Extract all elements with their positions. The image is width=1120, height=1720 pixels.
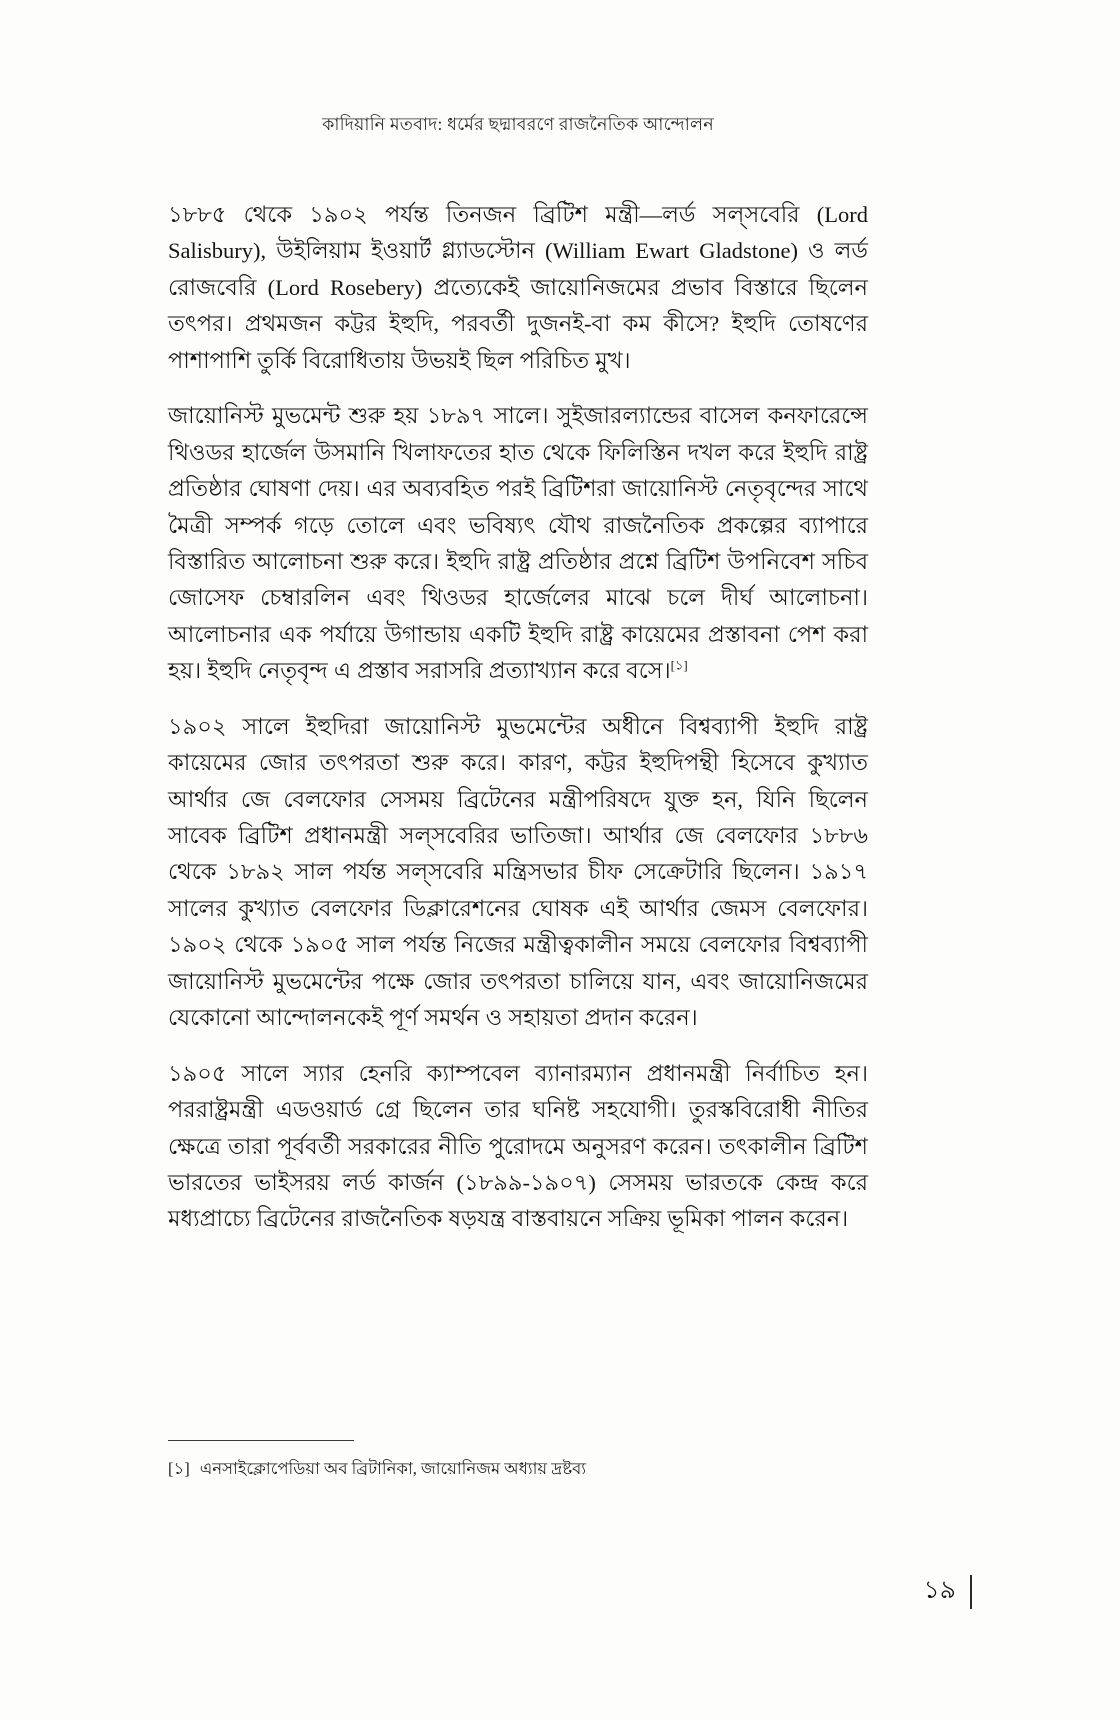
footnote-area (168, 1440, 868, 1482)
paragraph: ১৯০৫ সালে স্যার হেনরি ক্যাম্পবেল ব্যানারম্যান প্রধানমন্ত্রী নির্বাচিত হন। পররাষ্ট্রমন্ত্রী এডওয়ার্ড গ্রে ছিলেন তার ঘনিষ্ট সহযোগী। তুরস্কবিরোধী নীতির ক্ষেত্রে তারা পূর্ববর্তী সরকারের নীতি পুরোদমে অনুসরণ করেন। তৎকালীন ব্রিটিশ ভারতের ভাইসরয় লর্ড কার্জন (১৮৯৯-১৯০৭) সেসময় ভারতকে কেন্দ্র করে মধ্যপ্রাচ্যে ব্রিটেনের রাজনৈতিক ষড়যন্ত্র বাস্তবায়নে সক্রিয় ভূমিকা পালন করেন। (168, 1060, 868, 1232)
paragraph (168, 398, 868, 690)
paragraph: ১৯০২ সালে ইহুদিরা জায়োনিস্ট মুভমেন্টের অধীনে বিশ্বব্যাপী ইহুদি রাষ্ট্র কায়েমের জোর তৎপরতা শুরু করে। কারণ, কট্টর ইহুদিপন্থী হিসেবে কুখ্যাত আর্থার জে বেলফোর সেসময় ব্রিটেনের মন্ত্রীপরিষদে যুক্ত হন, যিনি ছিলেন সাবেক ব্রিটিশ প্রধানমন্ত্রী সল্‌সবেরির ভাতিজা। আর্থার জে বেলফোর ১৮৮৬ থেকে ১৮৯২ সাল পর্যন্ত সল্‌সবেরি মন্ত্রিসভার চীফ সেক্রেটারি ছিলেন। ১৯১৭ সালের কুখ্যাত বেলফোর ডিক্লারেশনের ঘোষক এই আর্থার জেমস বেলফোর। ১৯০২ থেকে ১৯০৫ সাল পর্যন্ত নিজের মন্ত্রীত্বকালীন সময়ে বেলফোর বিশ্বব্যাপী জায়োনিস্ট মুভমেন্টের পক্ষে জোর তৎপরতা চালিয়ে যান, এবং জায়োনিজমের যেকোনো আন্দোলনকেই পূর্ণ সমর্থন ও সহায়তা প্রদান করেন। (168, 713, 868, 1031)
page-content (168, 112, 868, 1238)
paragraph-text: জায়োনিস্ট মুভমেন্ট শুরু হয় ১৮৯৭ সালে। সুইজারল্যান্ডের বাসেল কনফারেন্সে থিওডর হার্জেল উসমানি খিলাফতের হাত থেকে ফিলিস্তিন দখল করে ইহুদি রাষ্ট্র প্রতিষ্ঠার ঘোষণা দেয়। এর অব্যবহিত পরই ব্রিটিশরা জায়োনিস্ট নেতৃবৃন্দের সাথে মৈত্রী সম্পর্ক গড়ে তোলে এবং ভবিষ্যৎ যৌথ রাজনৈতিক প্রকল্পের ব্যাপারে বিস্তারিত আলোচনা শুরু করে। ইহুদি রাষ্ট্র প্রতিষ্ঠার প্রশ্নে ব্রিটিশ উপনিবেশ সচিব জোসেফ চেম্বারলিন এবং থিওডর হার্জেলের মাঝে চলে দীর্ঘ আলোচনা। আলোচনার এক পর্যায়ে উগান্ডায় একটি ইহুদি রাষ্ট্র কায়েমের প্রস্তাবনা পেশ করা হয়। ইহুদি নেতৃবৃন্দ এ প্রস্তাব সরাসরি প্রত্যাখ্যান করে বসে। (168, 403, 868, 684)
paragraph: ১৮৮৫ থেকে ১৯০২ পর্যন্ত তিনজন ব্রিটিশ মন্ত্রী—লর্ড সল্‌সবেরি (Lord Salisbury), উইলিয়াম ইওয়ার্ট গ্ল্যাডস্টোন (William Ewart Gladstone) ও লর্ড রোজবেরি (Lord Rosebery) প্রত্যেকেই জায়োনিজমের প্রভাব বিস্তারে ছিলেন তৎপর। প্রথমজন কট্টর ইহুদি, পরবর্তী দুজনই-বা কম কীসে? ইহুদি তোষণের পাশাপাশি তুর্কি বিরোধিতায় উভয়ই ছিল পরিচিত মুখ। (168, 202, 868, 373)
footnote-marker: [১] (168, 1459, 190, 1478)
footnote-text: এনসাইক্লোপেডিয়া অব ব্রিটানিকা, জায়োনিজম অধ্যায় দ্রষ্টব্য (199, 1459, 587, 1478)
footnote-divider (168, 1440, 354, 1441)
running-head: কাদিয়ানি মতবাদ: ধর্মের ছদ্মাবরণে রাজনৈতিক আন্দোলন (322, 114, 714, 134)
footnote-reference[interactable]: [১] (670, 657, 688, 673)
page-folio (924, 1570, 972, 1613)
folio-rule (970, 1575, 972, 1609)
page-number: ১৯ (923, 1577, 956, 1604)
footnote (168, 1457, 868, 1482)
